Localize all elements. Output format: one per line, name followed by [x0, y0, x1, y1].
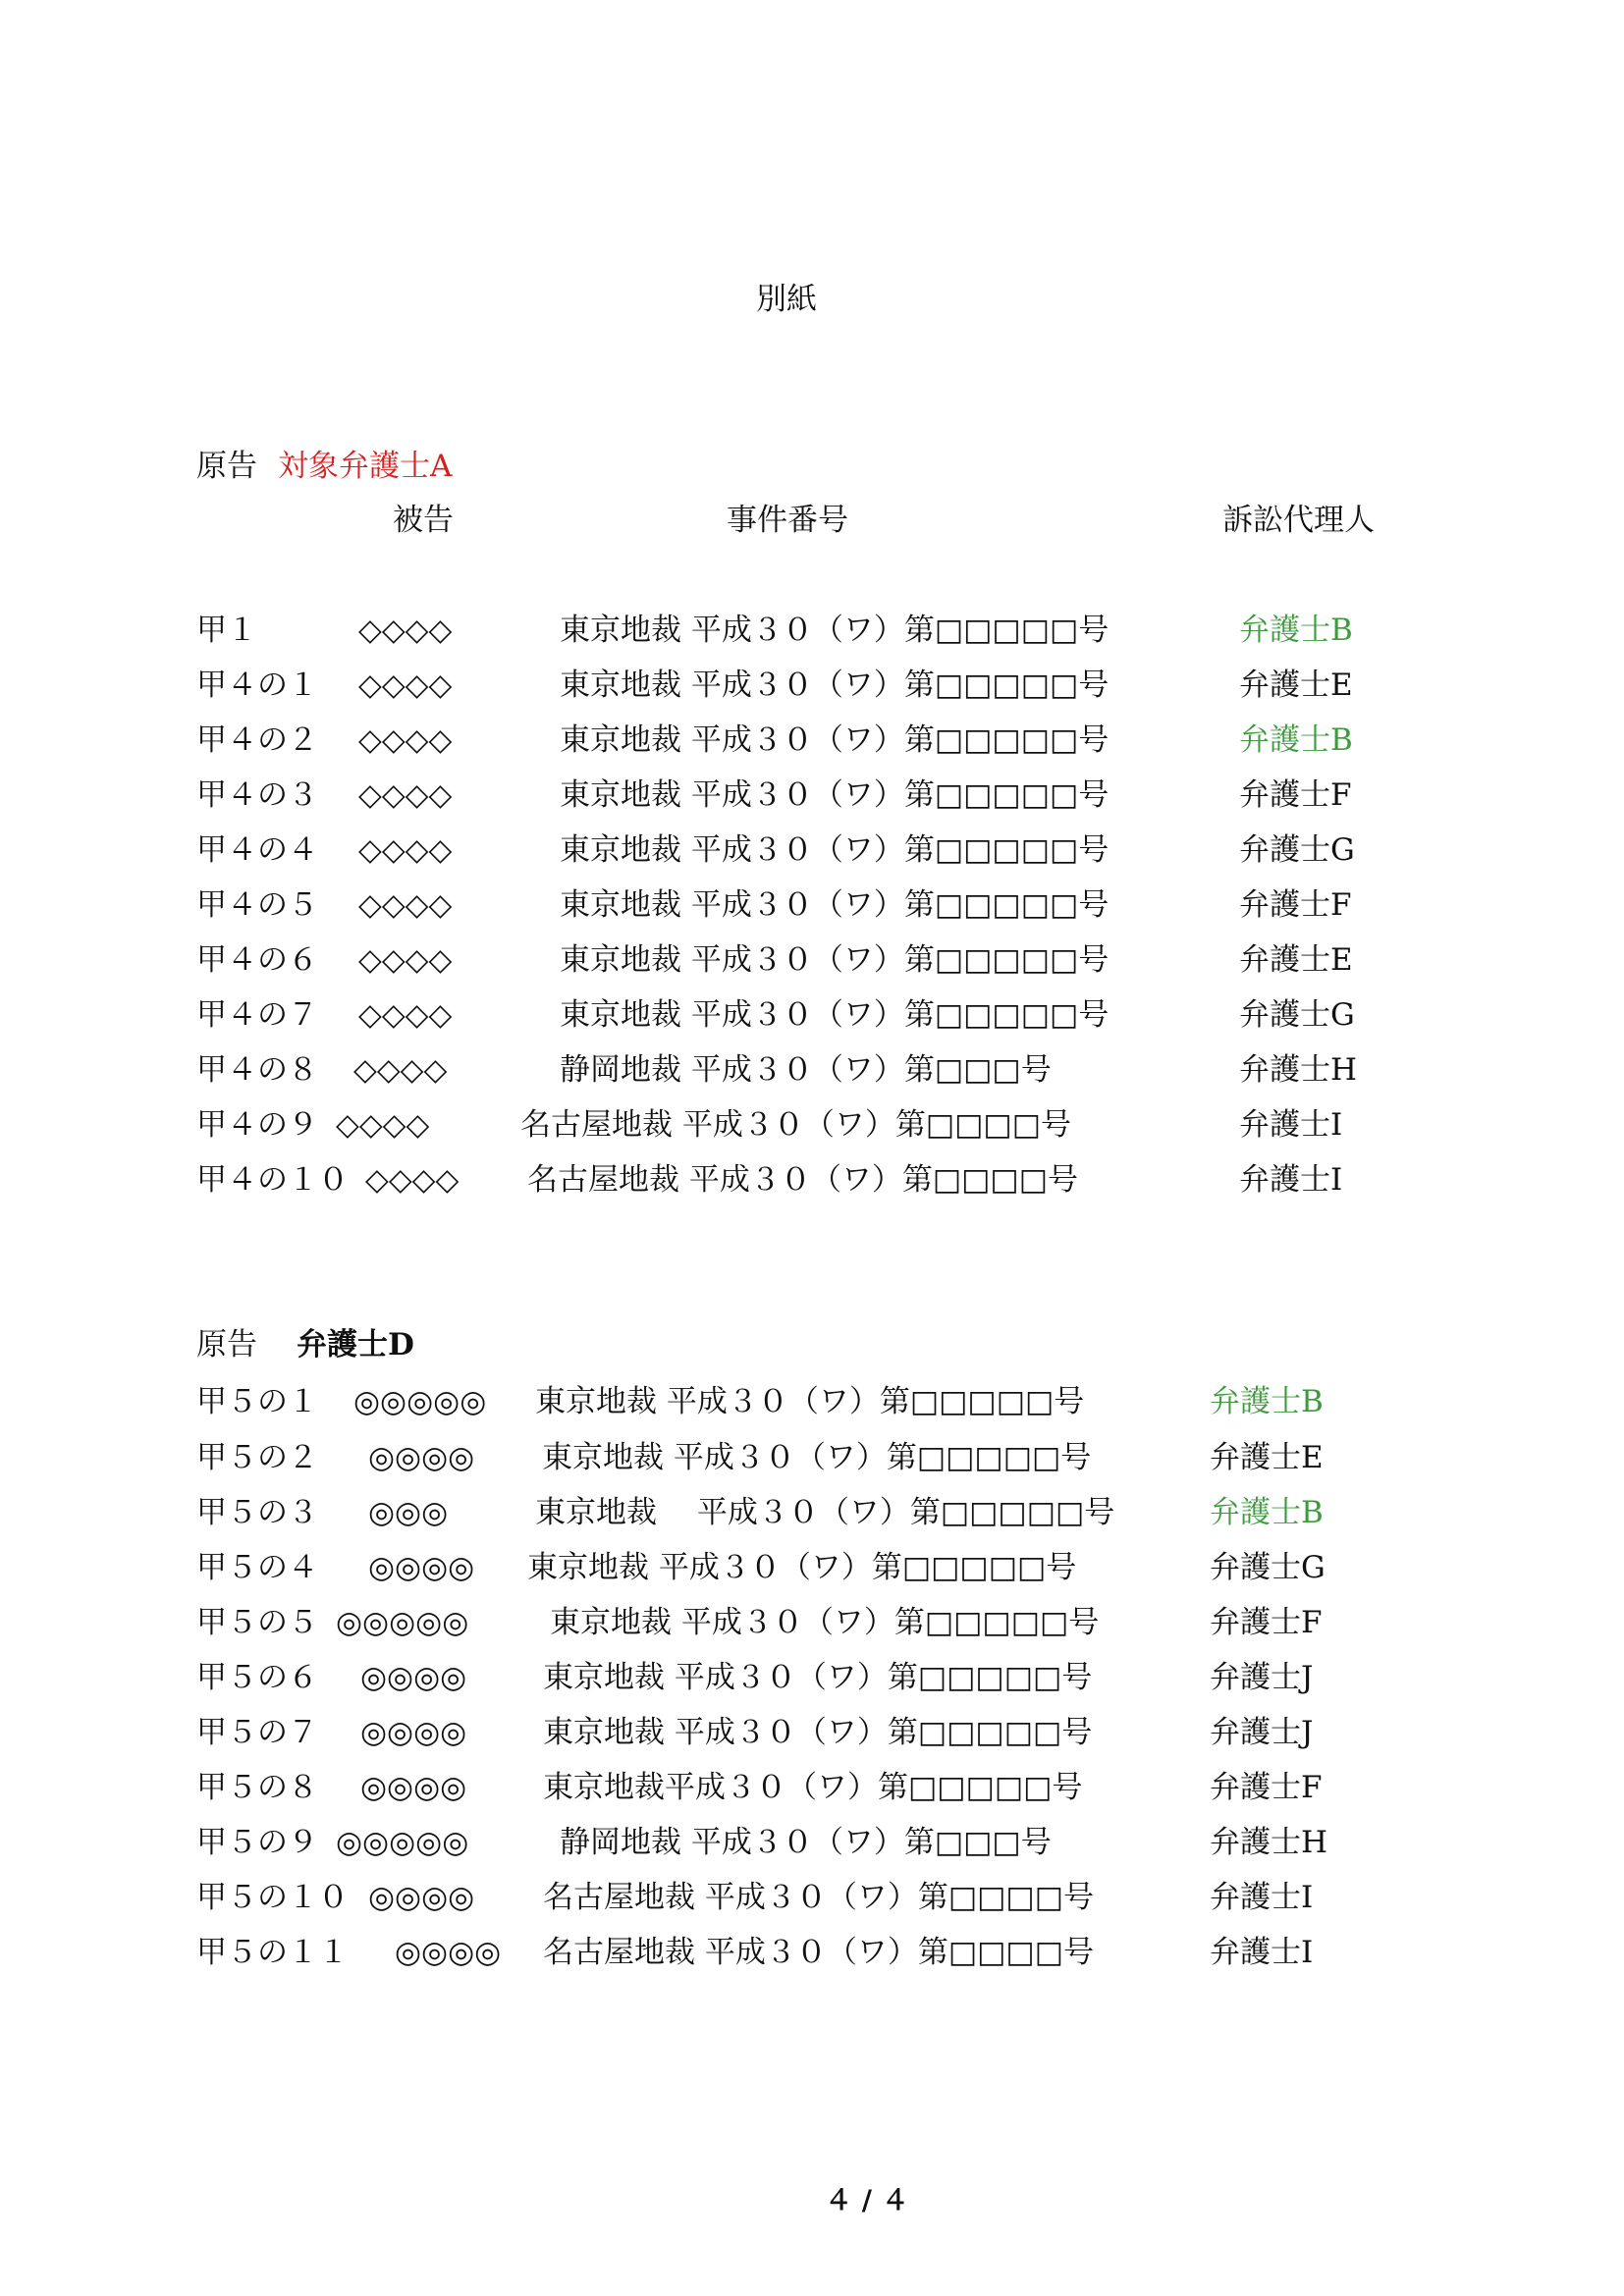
counsel-cell: 弁護士F: [1210, 1770, 1323, 1805]
page-title: 別紙: [756, 282, 817, 317]
exhibit-cell: 甲５の１: [196, 1384, 318, 1419]
exhibit-cell: 甲４の１０: [196, 1162, 349, 1198]
case-cell: 東京地裁 平成３０（ワ）第□□□□□号: [560, 777, 1110, 813]
defendant-cell: ◎◎◎◎: [368, 1880, 475, 1915]
exhibit-cell: 甲４の１: [196, 667, 318, 703]
case-cell: 静岡地裁 平成３０（ワ）第□□□号: [560, 1825, 1052, 1860]
exhibit-cell: 甲４の４: [196, 832, 318, 868]
case-cell: 東京地裁 平成３０（ワ）第□□□□□号: [560, 667, 1110, 703]
exhibit-cell: 甲４の８: [196, 1052, 318, 1088]
defendant-cell: ◇◇◇◇: [358, 997, 453, 1033]
exhibit-cell: 甲５の４: [196, 1550, 318, 1585]
exhibit-cell: 甲５の９: [196, 1825, 318, 1860]
exhibit-cell: 甲４の６: [196, 942, 318, 978]
exhibit-cell: 甲４の７: [196, 997, 318, 1033]
case-cell: 東京地裁 平成３０（ワ）第□□□□□号: [543, 1660, 1093, 1695]
defendant-cell: ◇◇◇◇: [336, 1107, 430, 1143]
counsel-cell: 弁護士I: [1210, 1935, 1314, 1970]
exhibit-cell: 甲５の１０: [196, 1880, 349, 1915]
case-cell: 東京地裁 平成３０（ワ）第□□□□□号: [560, 887, 1110, 923]
plaintiff-name-2: 弁護士D: [297, 1327, 414, 1362]
exhibit-cell: 甲４の５: [196, 887, 318, 923]
defendant-cell: ◎◎◎◎: [368, 1550, 475, 1585]
counsel-cell: 弁護士B: [1239, 722, 1353, 758]
exhibit-cell: 甲４の２: [196, 722, 318, 758]
exhibit-cell: 甲４の３: [196, 777, 318, 813]
counsel-cell: 弁護士F: [1210, 1605, 1323, 1640]
case-cell: 東京地裁 平成３０（ワ）第□□□□□号: [560, 613, 1110, 648]
defendant-cell: ◇◇◇◇: [365, 1162, 460, 1198]
defendant-cell: ◎◎◎◎◎: [336, 1825, 469, 1860]
counsel-cell: 弁護士E: [1239, 942, 1353, 978]
defendant-cell: ◎◎◎◎◎: [336, 1605, 469, 1640]
exhibit-cell: 甲５の８: [196, 1770, 318, 1805]
counsel-cell: 弁護士G: [1239, 997, 1355, 1033]
exhibit-cell: 甲４の９: [196, 1107, 318, 1143]
plaintiff-label-1: 原告: [196, 449, 257, 484]
case-cell: 東京地裁 平成３０（ワ）第□□□□□号: [560, 832, 1110, 868]
defendant-cell: ◎◎◎◎: [360, 1660, 467, 1695]
counsel-cell: 弁護士E: [1210, 1440, 1324, 1475]
defendant-cell: ◇◇◇◇: [358, 722, 453, 758]
exhibit-cell: 甲５の１１: [196, 1935, 349, 1970]
defendant-cell: ◇◇◇◇: [358, 777, 453, 813]
counsel-cell: 弁護士E: [1239, 667, 1353, 703]
defendant-cell: ◇◇◇◇: [358, 832, 453, 868]
defendant-cell: ◇◇◇◇: [358, 667, 453, 703]
counsel-cell: 弁護士I: [1239, 1107, 1343, 1143]
defendant-cell: ◎◎◎: [368, 1495, 449, 1530]
case-cell: 東京地裁 平成３０（ワ）第□□□□□号: [560, 942, 1110, 978]
counsel-cell: 弁護士J: [1210, 1715, 1314, 1750]
counsel-cell: 弁護士I: [1239, 1162, 1343, 1198]
counsel-cell: 弁護士H: [1239, 1052, 1358, 1088]
exhibit-cell: 甲５の６: [196, 1660, 318, 1695]
counsel-cell: 弁護士J: [1210, 1660, 1314, 1695]
case-cell: 東京地裁 平成３０（ワ）第□□□□□号: [527, 1550, 1077, 1585]
plaintiff-name-1: 対象弁護士A: [278, 449, 453, 484]
counsel-cell: 弁護士F: [1239, 887, 1352, 923]
counsel-cell: 弁護士B: [1210, 1384, 1324, 1419]
case-cell: 東京地裁 平成３０（ワ）第□□□□□号: [535, 1495, 1115, 1530]
case-cell: 静岡地裁 平成３０（ワ）第□□□号: [560, 1052, 1052, 1088]
case-cell: 名古屋地裁 平成３０（ワ）第□□□□号: [543, 1935, 1095, 1970]
counsel-cell: 弁護士B: [1210, 1495, 1324, 1530]
defendant-cell: ◎◎◎◎◎: [353, 1384, 487, 1419]
case-cell: 東京地裁 平成３０（ワ）第□□□□□号: [535, 1384, 1085, 1419]
defendant-cell: ◇◇◇◇: [358, 942, 453, 978]
exhibit-cell: 甲５の３: [196, 1495, 318, 1530]
case-cell: 東京地裁 平成３０（ワ）第□□□□□号: [543, 1715, 1093, 1750]
case-cell: 東京地裁 平成３０（ワ）第□□□□□号: [542, 1440, 1092, 1475]
counsel-cell: 弁護士G: [1239, 832, 1355, 868]
counsel-cell: 弁護士H: [1210, 1825, 1328, 1860]
defendant-cell: ◇◇◇◇: [358, 613, 453, 648]
case-cell: 東京地裁 平成３０（ワ）第□□□□□号: [560, 997, 1110, 1033]
case-cell: 東京地裁 平成３０（ワ）第□□□□□号: [550, 1605, 1100, 1640]
defendant-cell: ◇◇◇◇: [358, 887, 453, 923]
counsel-cell: 弁護士G: [1210, 1550, 1326, 1585]
header-counsel: 訴訟代理人: [1222, 503, 1375, 538]
case-cell: 名古屋地裁 平成３０（ワ）第□□□□号: [527, 1162, 1079, 1198]
header-case-number: 事件番号: [727, 503, 848, 538]
exhibit-cell: 甲５の２: [196, 1440, 318, 1475]
page-number: ４ / ４: [825, 2184, 909, 2216]
counsel-cell: 弁護士I: [1210, 1880, 1314, 1915]
plaintiff-label-2: 原告: [196, 1327, 257, 1362]
exhibit-cell: 甲５の７: [196, 1715, 318, 1750]
header-defendant: 被告: [393, 503, 454, 538]
exhibit-cell: 甲１: [196, 613, 257, 648]
defendant-cell: ◎◎◎◎: [360, 1715, 467, 1750]
counsel-cell: 弁護士F: [1239, 777, 1352, 813]
defendant-cell: ◇◇◇◇: [353, 1052, 448, 1088]
case-cell: 名古屋地裁 平成３０（ワ）第□□□□号: [520, 1107, 1072, 1143]
counsel-cell: 弁護士B: [1239, 613, 1353, 648]
exhibit-cell: 甲５の５: [196, 1605, 318, 1640]
defendant-cell: ◎◎◎◎: [395, 1935, 502, 1970]
case-cell: 東京地裁 平成３０（ワ）第□□□□□号: [560, 722, 1110, 758]
defendant-cell: ◎◎◎◎: [360, 1770, 467, 1805]
case-cell: 東京地裁平成３０（ワ）第□□□□□号: [543, 1770, 1083, 1805]
case-cell: 名古屋地裁 平成３０（ワ）第□□□□号: [543, 1880, 1095, 1915]
defendant-cell: ◎◎◎◎: [368, 1440, 475, 1475]
